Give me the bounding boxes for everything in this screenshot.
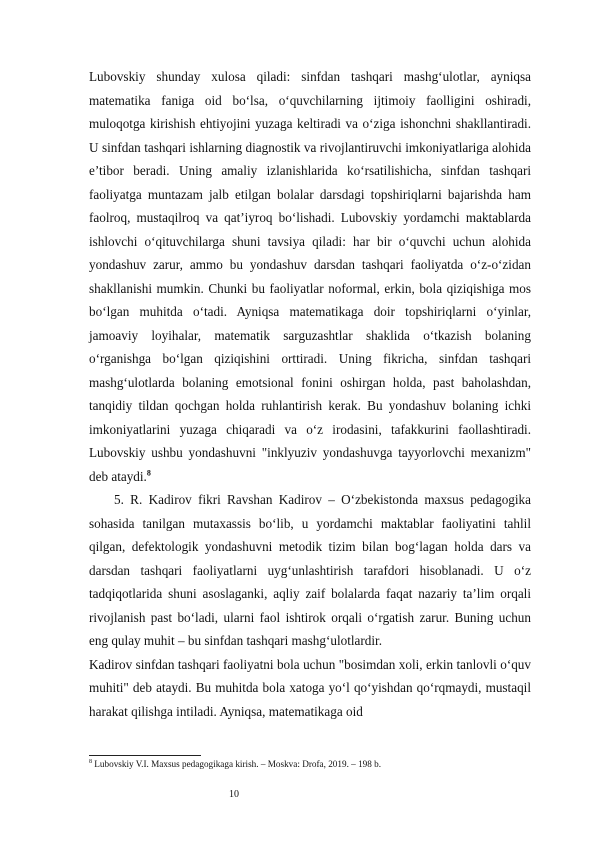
footnote-separator [89, 755, 201, 756]
footnote-reference[interactable]: 8 [146, 468, 151, 478]
footnote [89, 759, 531, 769]
body-text [89, 65, 531, 723]
paragraph-lubovskiy [89, 65, 531, 488]
footnote-text: Lubovskiy V.I. Maxsus pedagogikaga kirish. – Moskva: Drofa, 2019. – 198 b. [94, 759, 382, 769]
footnote-number: 8 [89, 758, 92, 765]
paragraph-text: Lubovskiy shunday xulosa qiladi: sinfdan tashqari mashg‘ulotlar, ayniqsa matematika faniga oid bo‘lsa, o‘quvchilarning ijtimoiy faolligini oshiradi, muloqotga kirishish ehtiyojini yuzaga keltiradi va o‘ziga ishonchni shakllantiradi. U sinfdan tashqari ishlarning diagnostik va rivojlantiruvchi imkoniyatlariga alohida e’tibor beradi. Uning amaliy izlanishlarida ko‘rsatilishicha, sinfdan tashqari faoliyatga muntazam jalb etilgan bolalar darsdagi topshiriqlarni bajarishda ham faolroq, mustaqilroq va qat’iyroq bo‘lishadi. Lubovskiy yordamchi maktablarda ishlovchi o‘qituvchilarga shuni tavsiya qiladi: har bir o‘quvchi uchun alohida yondashuv zarur, ammo bu yondashuv darsdan tashqari faoliyatda o‘z-o‘zidan shakllanishi mumkin. Chunki bu faoliyatlar noformal, erkin, bola qiziqishiga mos bo‘lgan muhitda o‘tadi. Ayniqsa matematikaga doir topshiriqlarni o‘yinlar, jamoaviy loyihalar, matematik sarguzashtlar shaklida o‘tkazish bolaning o‘rganishga bo‘lgan qiziqishini orttiradi. Uning fikricha, sinfdan tashqari mashg‘ulotlarda bolaning emotsional fonini oshirgan holda, past baholashdan, tanqidiy tildan qochgan holda ruhlantirish kerak. Bu yondashuv bolaning ichki imkoniyatlarini yuzaga chiqaradi va o‘z irodasini, tafakkurini faollashtiradi. Lubovskiy ushbu yondashuvni "inklyuziv yondashuvga tayyorlovchi mexanizm" deb ataydi. [89, 69, 531, 484]
page-number: 10 [229, 789, 239, 800]
paragraph-kadirov: 5. R. Kadirov fikri Ravshan Kadirov – O‘zbekistonda maxsus pedagogika sohasida tanilgan mutaxassis bo‘lib, u yordamchi maktablar faoliyatini tahlil qilgan, defektologik yondashuvni metodik tizim bilan bog‘lagan holda dars va darsdan tashqari faoliyatlarni uyg‘unlashtirish tarafdori hisoblanadi. U o‘z tadqiqotlarida shuni asoslaganki, aqliy zaif bolalarda faqat nazariy ta’lim orqali rivojlanish past bo‘ladi, ularni faol ishtirok orqali o‘rgatish zarur. Buning uchun eng qulay muhit – bu sinfdan tashqari mashg‘ulotlardir. [89, 492, 531, 648]
paragraph-kadirov-continued: Kadirov sinfdan tashqari faoliyatni bola uchun "bosimdan xoli, erkin tanlovli o‘quv muhiti" deb ataydi. Bu muhitda bola xatoga yo‘l qo‘yishdan qo‘rqmaydi, mustaqil harakat qilishga intiladi. Ayniqsa, matematikaga oid [89, 656, 531, 719]
